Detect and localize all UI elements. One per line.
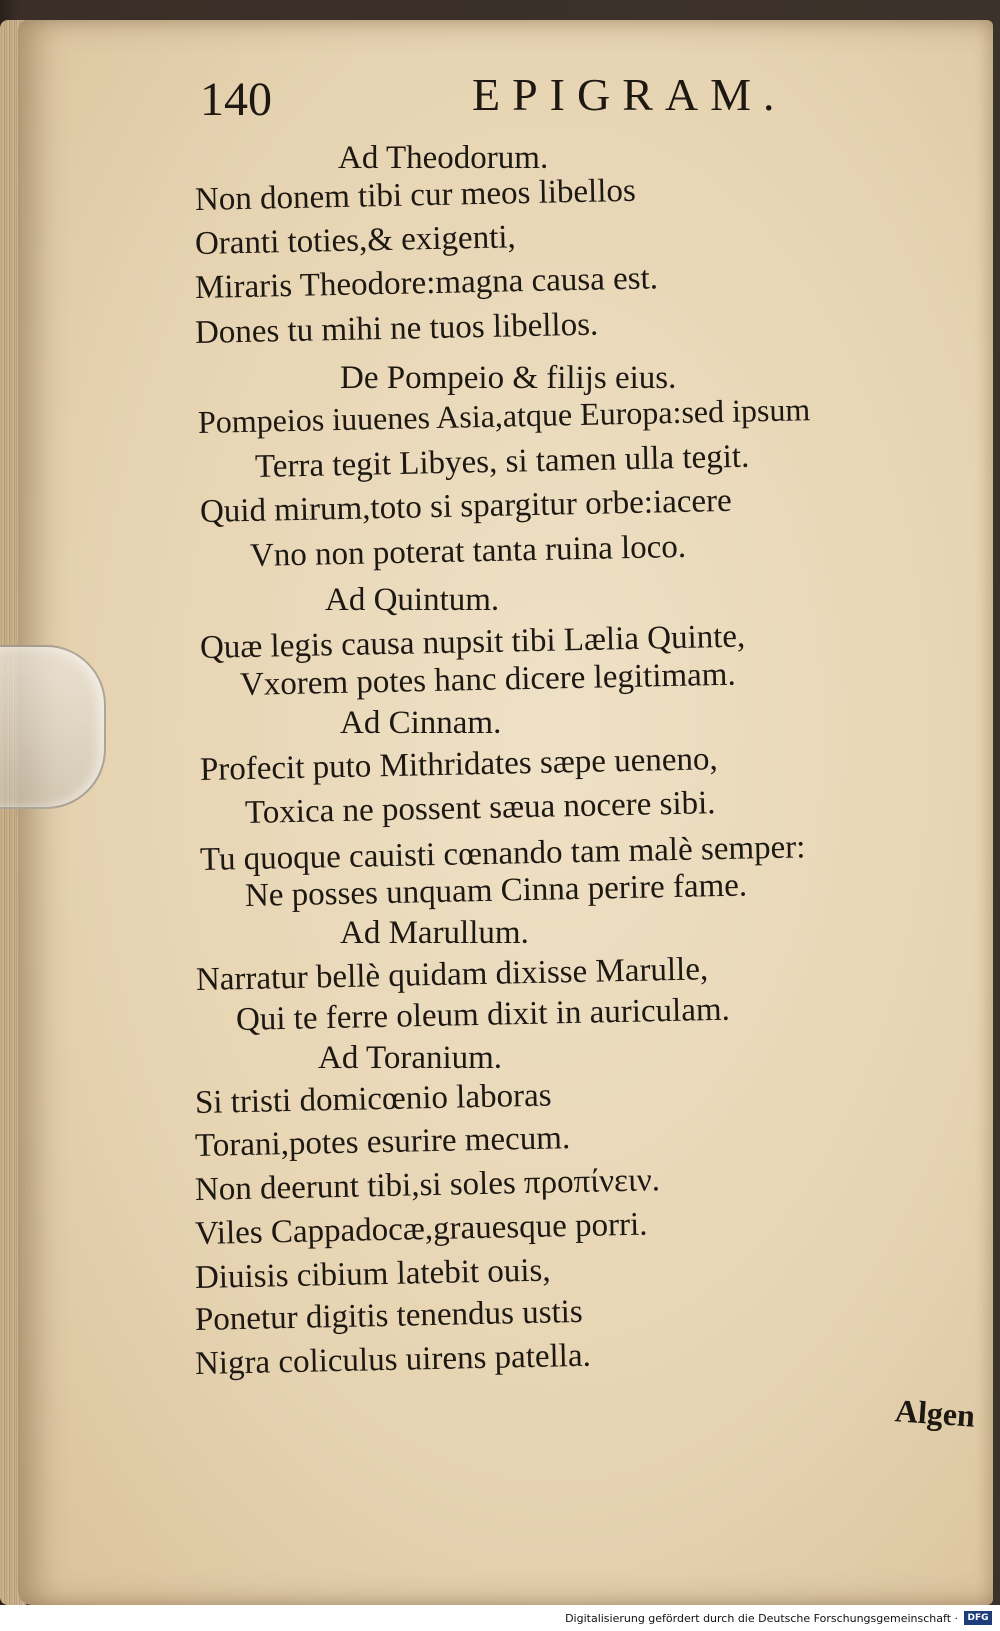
catchword: Algen [893, 1392, 977, 1434]
verse-line: Qui te ferre oleum dixit in auriculam. [235, 991, 731, 1038]
verse-line: Toxica ne possent sæua nocere sibi. [244, 785, 716, 831]
verse-line: Non deerunt tibi,si soles προπίνειν. [194, 1162, 661, 1208]
verse-line: Torani,potes esurire mecum. [194, 1120, 571, 1164]
footer-credit: Digitalisierung gefördert durch die Deutsche Forschungsgemeinschaft · [565, 1612, 958, 1625]
verse-line: Tu quoque cauisti cœnando tam malè semper: [199, 829, 806, 878]
dfg-logo-icon: DFG [964, 1611, 992, 1625]
verse-line: Dones tu mihi ne tuos libellos. [194, 306, 599, 351]
verse-line: Ne posses unquam Cinna perire fame. [244, 867, 748, 914]
verse-line: Ponetur digitis tenendus ustis [194, 1293, 584, 1338]
poem-heading: De Pompeio & filijs eius. [340, 360, 677, 396]
verse-line: Vxorem potes hanc dicere legitimam. [239, 656, 737, 703]
poem-heading: Ad Quintum. [325, 582, 500, 618]
verse-line: Diuisis cibium latebit ouis, [194, 1252, 551, 1296]
page-number: 140 [200, 73, 272, 126]
poem-heading: Ad Marullum. [340, 915, 529, 951]
running-head: EPIGRAM. [472, 69, 787, 120]
page-clip [0, 645, 106, 809]
verse-line: Viles Cappadocæ,grauesque porri. [194, 1206, 648, 1252]
verse-line: Profecit puto Mithridates sæpe ueneno, [199, 741, 719, 788]
poem-heading: Ad Cinnam. [340, 705, 502, 741]
verse-line: Narratur bellè quidam dixisse Marulle, [195, 951, 709, 998]
verse-line: Miraris Theodore:magna causa est. [194, 260, 659, 306]
verse-line: Quæ legis causa nupsit tibi Lælia Quinte, [199, 618, 746, 666]
verse-line: Vno non poterat tanta ruina loco. [249, 528, 687, 574]
digitization-footer [0, 1605, 1000, 1631]
verse-line: Oranti toties,& exigenti, [194, 219, 517, 262]
poem-heading: Ad Toranium. [318, 1040, 503, 1076]
poem-heading: Ad Theodorum. [338, 140, 549, 176]
verse-line: Terra tegit Libyes, si tamen ulla tegit. [254, 438, 750, 485]
verse-line: Pompeios iuuenes Asia,atque Europa:sed ipsum [197, 391, 811, 440]
verse-line: Nigra coliculus uirens patella. [194, 1337, 592, 1382]
verse-line: Non donem tibi cur meos libellos [194, 172, 637, 218]
verse-line: Quid mirum,toto si spargitur orbe:iacere [199, 482, 733, 530]
verse-line: Si tristi domicœnio laboras [194, 1077, 552, 1121]
